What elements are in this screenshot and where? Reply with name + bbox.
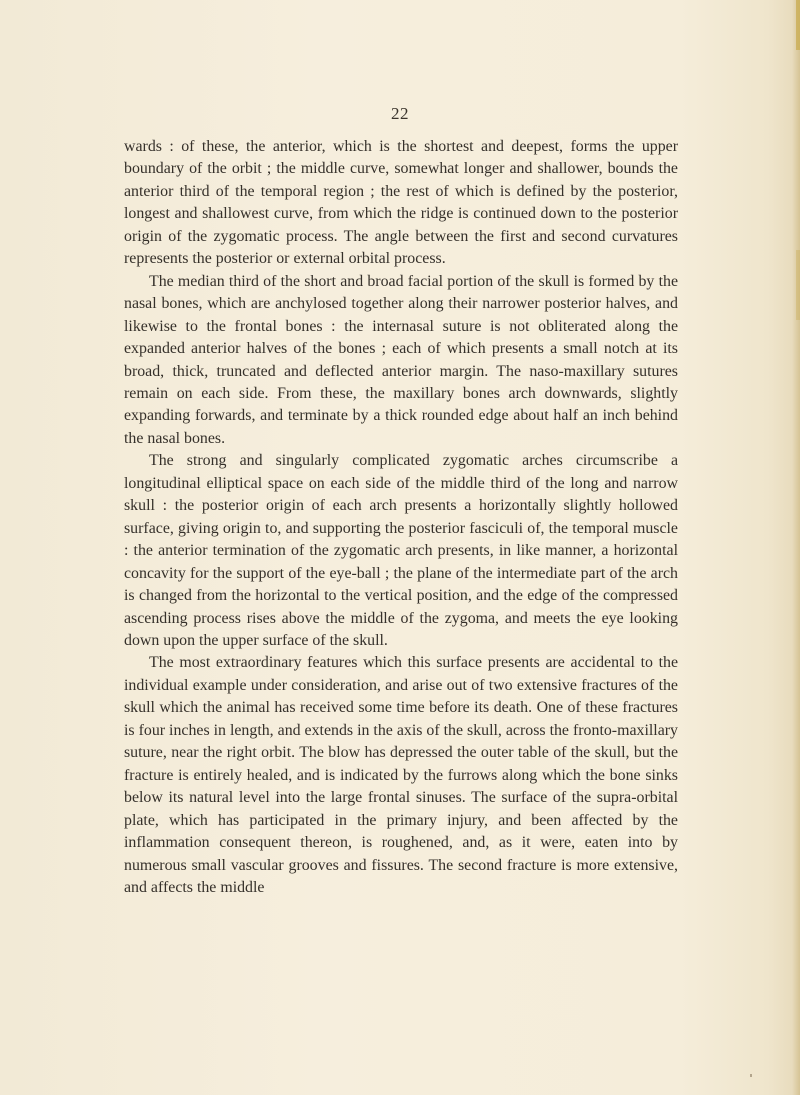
page-number: 22 <box>391 104 409 123</box>
page-edge-stain <box>796 0 800 50</box>
paragraph: The most extraordinary features which this surface presents are accidental to the individual example under consideration, and arise out of two extensive fractures of the skull which the animal has received some time before its death. One of these fractures is four inches in length, and extends in the axis of the skull, across the fronto-maxillary suture, near the right orbit. The blow has depressed the outer table of the skull, but the fracture is entirely healed, and is indicated by the furrows along which the bone sinks below its natural level into the large frontal sinuses. The surface of the supra-orbital plate, which has participated in the primary injury, and been affected by the inflammation consequent thereon, is roughened, and, as it were, eaten into by numerous small vascular grooves and fissures. The second fracture is more extensive, and affects the middle <box>124 654 678 896</box>
body-text <box>124 136 678 899</box>
paper-speck <box>750 1074 752 1077</box>
page-edge-stain <box>796 250 800 320</box>
paragraph: The median third of the short and broad facial portion of the skull is formed by the nasal bones, which are anchylosed together along their narrower posterior halves, and likewise to the frontal bones : the internasal suture is not obliterated along the expanded anterior halves of the bones ; each of which presents a small notch at its broad, thick, truncated and deflected anterior margin. The naso-maxillary sutures remain on each side. From these, the maxillary bones arch downwards, slightly expanding forwards, and terminate by a thick rounded edge about half an inch behind the nasal bones. <box>124 272 678 447</box>
paragraph: The strong and singularly complicated zygomatic arches circumscribe a longitudinal elliptical space on each side of the middle third of the long and narrow skull : the posterior origin of each arch presents a horizontally slightly hollowed surface, giving origin to, and supporting the posterior fasciculi of, the temporal muscle : the anterior termination of the zygomatic arch presents, in like manner, a horizontal concavity for the support of the eye-ball ; the plane of the intermediate part of the arch is changed from the horizontal to the vertical position, and the edge of the compressed ascending process rises above the middle of the zygoma, and meets the eye looking down upon the upper surface of the skull. <box>124 452 678 649</box>
page-edge-shadow <box>792 0 800 1095</box>
paragraph: wards : of these, the anterior, which is the shortest and deepest, forms the upper boundary of the orbit ; the middle curve, somewhat longer and shallower, bounds the anterior third of the temporal region ; the rest of which is defined by the posterior, longest and shallowest curve, from which the ridge is continued down to the posterior origin of the zygomatic process. The angle between the first and second curvatures represents the posterior or external orbital process. <box>124 138 678 268</box>
